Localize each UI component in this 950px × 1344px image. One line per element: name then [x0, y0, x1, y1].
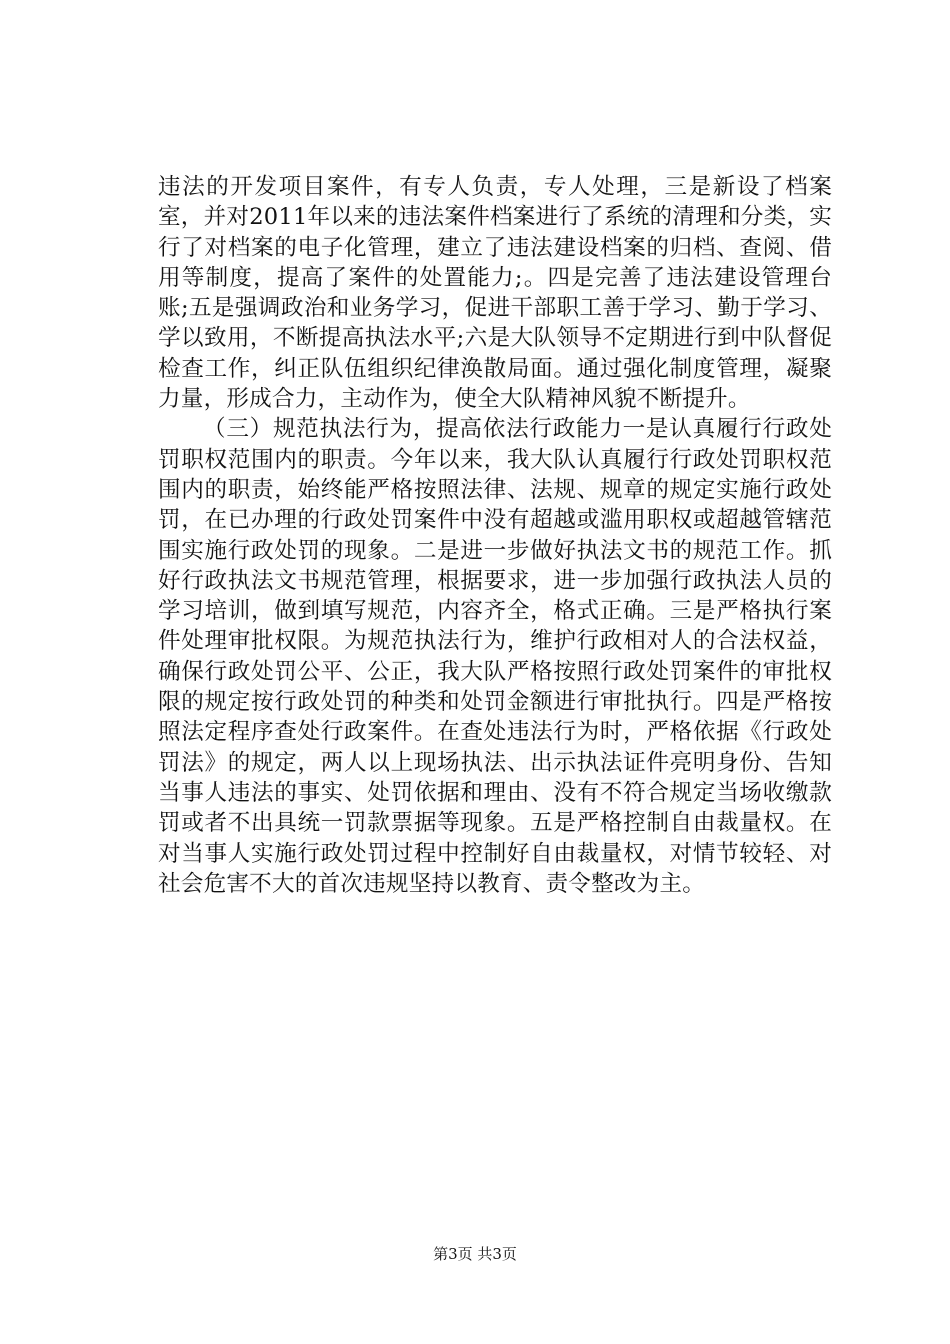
page-footer: 第3页 共3页 — [433, 1245, 517, 1263]
paragraph-section-three: （三）规范执法行为，提高依法行政能力一是认真履行行政处罚职权范围内的职责。今年以来，我大队认真履行行政处罚职权范围内的职责，始终能严格按照法律、法规、规章的规定实施行政处罚，在已办理的行政处罚案件中没有超越或滥用职权或超越管辖范围实施行政处罚的现象。二是进一步做好执法文书的规范工作。抓好行政执法文书规范管理，根据要求，进一步加强行政执法人员的学习培训，做到填写规范，内容齐全，格式正确。三是严格执行案件处理审批权限。为规范执法行为，维护行政相对人的合法权益，确保行政处罚公平、公正，我大队严格按照行政处罚案件的审批权限的规定按行政处罚的种类和处罚金额进行审批执行。四是严格按照法定程序查处行政案件。在查处违法行为时，严格依据《行政处罚法》的规定，两人以上现场执法、出示执法证件亮明身份、告知当事人违法的事实、处罚依据和理由、没有不符合规定当场收缴款罚或者不出具统一罚款票据等现象。五是严格控制自由裁量权。在对当事人实施行政处罚过程中控制好自由裁量权，对情节较轻、对社会危害不大的首次违规坚持以教育、责令整改为主。 — [158, 416, 832, 897]
paragraph-continuation: 违法的开发项目案件，有专人负责，专人处理，三是新设了档案室，并对2011年以来的违法案件档案进行了系统的清理和分类，实行了对档案的电子化管理，建立了违法建设档案的归档、查阅、借用等制度，提高了案件的处置能力;。四是完善了违法建设管理台账;五是强调政治和业务学习，促进干部职工善于学习、勤于学习、学以致用，不断提高执法水平;六是大队领导不定期进行到中队督促检查工作，纠正队伍组织纪律涣散局面。通过强化制度管理，凝聚力量，形成合力，主动作为，使全大队精神风貌不断提升。 — [158, 174, 832, 413]
document-body — [158, 172, 832, 899]
